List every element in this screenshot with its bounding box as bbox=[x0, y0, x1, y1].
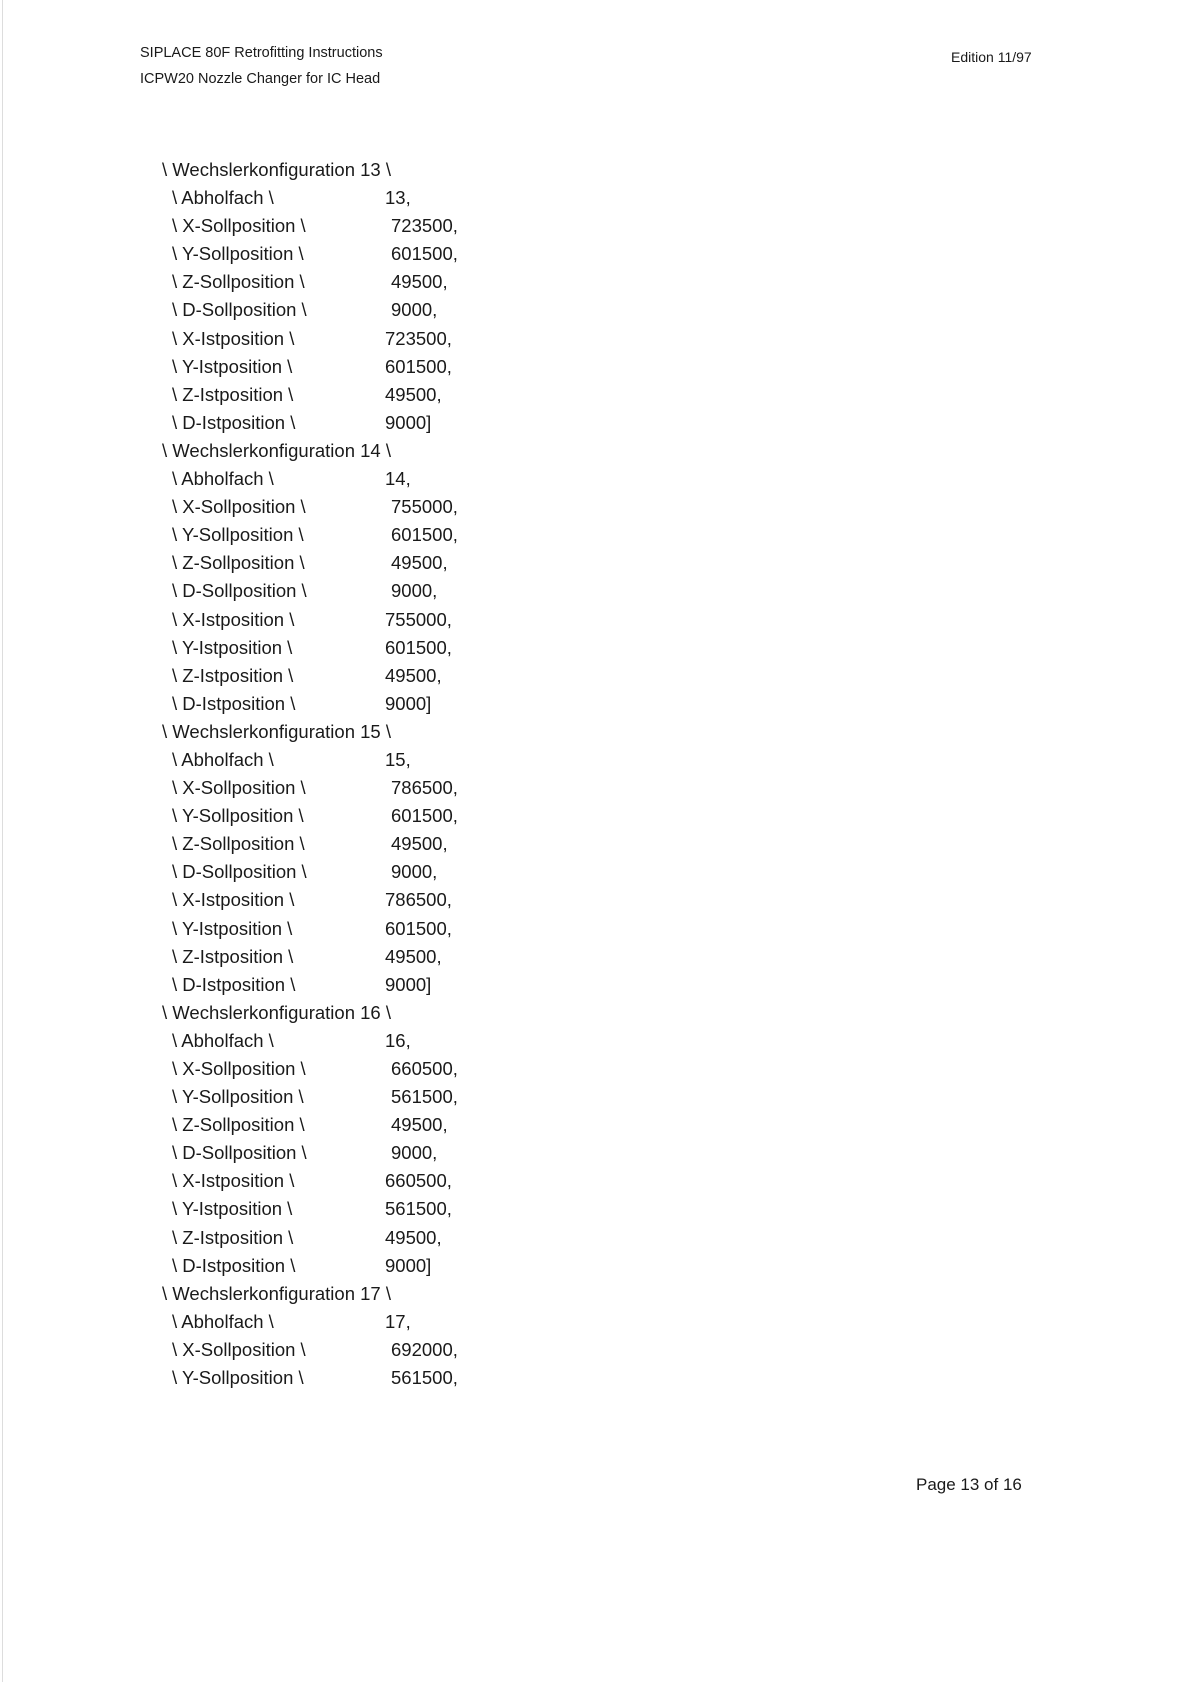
entry-value: 723500, bbox=[391, 215, 458, 237]
entry-value: 9000, bbox=[391, 299, 438, 321]
entry-value: 17, bbox=[385, 1310, 411, 1332]
entry-value: 561500, bbox=[385, 1198, 452, 1220]
entry-value: 49500, bbox=[391, 833, 448, 855]
config-title: \ Wechslerkonfiguration 15 \ bbox=[162, 720, 391, 742]
entry-label: \ Abholfach \ bbox=[172, 187, 274, 209]
entry-label: \ X-Sollposition \ bbox=[172, 1058, 306, 1079]
config-entry bbox=[0, 1083, 700, 1111]
entry-label: \ Z-Sollposition \ bbox=[172, 1114, 305, 1136]
entry-label: \ Z-Sollposition \ bbox=[172, 271, 305, 293]
entry-label: \ D-Istposition \ bbox=[172, 411, 296, 433]
config-entry bbox=[0, 746, 700, 774]
entry-value: 660500, bbox=[385, 1170, 452, 1192]
config-entry bbox=[0, 915, 700, 943]
entry-label: \ Y-Sollposition \ bbox=[172, 243, 304, 265]
config-entry bbox=[0, 830, 700, 858]
config-entry bbox=[0, 662, 700, 690]
config-title: \ Wechslerkonfiguration 14 \ bbox=[162, 439, 391, 461]
config-entry bbox=[0, 1195, 700, 1223]
config-entry bbox=[0, 1224, 700, 1252]
entry-value: 9000] bbox=[385, 692, 432, 714]
config-entry bbox=[0, 774, 700, 802]
config-entry bbox=[0, 1308, 700, 1336]
entry-label: \ Z-Istposition \ bbox=[172, 664, 294, 686]
entry-value: 601500, bbox=[385, 917, 452, 939]
entry-label: \ X-Sollposition \ bbox=[172, 777, 306, 799]
entry-label: \ Z-Istposition \ bbox=[172, 945, 294, 967]
entry-label: \ Y-Sollposition \ bbox=[172, 1367, 304, 1389]
document-title: SIPLACE 80F Retrofitting Instructions bbox=[140, 45, 383, 61]
config-entry bbox=[0, 409, 700, 437]
config-entry bbox=[0, 212, 700, 240]
config-entry bbox=[0, 184, 700, 212]
config-entry bbox=[0, 858, 700, 886]
config-entry bbox=[0, 493, 700, 521]
config-entry bbox=[0, 1364, 700, 1392]
entry-label: \ Z-Istposition \ bbox=[172, 1226, 294, 1248]
entry-value: 601500, bbox=[391, 524, 458, 546]
entry-value: 49500, bbox=[385, 664, 442, 686]
entry-label: \ Abholfach \ bbox=[172, 748, 274, 770]
config-list bbox=[0, 156, 700, 1392]
entry-label: \ Y-Istposition \ bbox=[172, 917, 293, 939]
entry-label: \ Y-Istposition \ bbox=[172, 636, 293, 658]
config-entry bbox=[0, 521, 700, 549]
entry-label: \ Z-Sollposition \ bbox=[172, 833, 305, 855]
entry-label: \ D-Istposition \ bbox=[172, 973, 296, 995]
config-entry bbox=[0, 606, 700, 634]
config-title: \ Wechslerkonfiguration 17 \ bbox=[162, 1282, 391, 1304]
entry-value: 15, bbox=[385, 748, 411, 770]
entry-value: 9000] bbox=[385, 411, 432, 433]
entry-label: \ Y-Istposition \ bbox=[172, 355, 293, 377]
config-entry bbox=[0, 1027, 700, 1055]
entry-label: \ D-Sollposition \ bbox=[172, 861, 307, 883]
config-entry bbox=[0, 296, 700, 324]
entry-label: \ D-Sollposition \ bbox=[172, 1142, 307, 1164]
entry-label: \ Y-Sollposition \ bbox=[172, 805, 304, 827]
entry-label: \ X-Istposition \ bbox=[172, 608, 295, 630]
entry-value: 14, bbox=[385, 468, 411, 490]
entry-value: 601500, bbox=[391, 805, 458, 827]
config-entry bbox=[0, 971, 700, 999]
config-header bbox=[0, 718, 700, 746]
entry-label: \ X-Sollposition \ bbox=[172, 1338, 306, 1360]
entry-value: 660500, bbox=[391, 1058, 458, 1079]
entry-value: 9000, bbox=[391, 580, 438, 602]
entry-value: 9000] bbox=[385, 973, 432, 995]
entry-value: 16, bbox=[385, 1029, 411, 1051]
config-entry bbox=[0, 549, 700, 577]
page-number: Page 13 of 16 bbox=[916, 1475, 1022, 1494]
entry-value: 723500, bbox=[385, 327, 452, 349]
entry-value: 601500, bbox=[385, 355, 452, 377]
entry-value: 49500, bbox=[385, 945, 442, 967]
config-entry bbox=[0, 1167, 700, 1195]
entry-value: 9000, bbox=[391, 861, 438, 883]
entry-label: \ D-Sollposition \ bbox=[172, 580, 307, 602]
entry-value: 692000, bbox=[391, 1338, 458, 1360]
entry-label: \ Z-Istposition \ bbox=[172, 383, 294, 405]
entry-label: \ D-Sollposition \ bbox=[172, 299, 307, 321]
entry-label: \ Y-Sollposition \ bbox=[172, 1086, 304, 1108]
config-title: \ Wechslerkonfiguration 16 \ bbox=[162, 1001, 391, 1023]
config-entry bbox=[0, 886, 700, 914]
entry-label: \ Y-Sollposition \ bbox=[172, 524, 304, 546]
entry-value: 49500, bbox=[385, 1226, 442, 1248]
entry-label: \ X-Sollposition \ bbox=[172, 496, 306, 518]
entry-label: \ X-Istposition \ bbox=[172, 327, 295, 349]
entry-value: 49500, bbox=[391, 1114, 448, 1136]
entry-value: 786500, bbox=[385, 889, 452, 911]
config-header bbox=[0, 437, 700, 465]
config-entry bbox=[0, 1111, 700, 1139]
entry-label: \ X-Istposition \ bbox=[172, 1170, 295, 1192]
config-entry bbox=[0, 353, 700, 381]
config-entry bbox=[0, 381, 700, 409]
edition-label: Edition 11/97 bbox=[951, 49, 1032, 65]
config-entry bbox=[0, 268, 700, 296]
config-header bbox=[0, 156, 700, 184]
config-title: \ Wechslerkonfiguration 13 \ bbox=[162, 159, 391, 180]
entry-label: \ Y-Istposition \ bbox=[172, 1198, 293, 1220]
entry-value: 49500, bbox=[391, 271, 448, 293]
config-entry bbox=[0, 1336, 700, 1364]
document-subtitle: ICPW20 Nozzle Changer for IC Head bbox=[140, 71, 381, 87]
entry-label: \ Abholfach \ bbox=[172, 1310, 274, 1332]
entry-value: 49500, bbox=[391, 552, 448, 574]
config-entry bbox=[0, 943, 700, 971]
config-entry bbox=[0, 1139, 700, 1167]
config-header bbox=[0, 999, 700, 1027]
config-entry bbox=[0, 802, 700, 830]
config-entry bbox=[0, 240, 700, 268]
entry-value: 601500, bbox=[385, 636, 452, 658]
entry-value: 755000, bbox=[385, 608, 452, 630]
entry-value: 561500, bbox=[391, 1367, 458, 1389]
entry-value: 755000, bbox=[391, 496, 458, 518]
entry-label: \ X-Istposition \ bbox=[172, 889, 295, 911]
entry-label: \ Abholfach \ bbox=[172, 468, 274, 490]
config-entry bbox=[0, 465, 700, 493]
entry-label: \ Abholfach \ bbox=[172, 1029, 274, 1051]
config-entry bbox=[0, 1252, 700, 1280]
entry-label: \ D-Istposition \ bbox=[172, 1254, 296, 1276]
config-header bbox=[0, 1280, 700, 1308]
config-entry bbox=[0, 634, 700, 662]
entry-value: 49500, bbox=[385, 383, 442, 405]
entry-value: 786500, bbox=[391, 777, 458, 799]
config-entry bbox=[0, 690, 700, 718]
entry-value: 9000, bbox=[391, 1142, 438, 1164]
entry-label: \ Z-Sollposition \ bbox=[172, 552, 305, 574]
config-entry bbox=[0, 325, 700, 353]
entry-label: \ X-Sollposition \ bbox=[172, 215, 306, 237]
config-entry bbox=[0, 577, 700, 605]
entry-label: \ D-Istposition \ bbox=[172, 692, 296, 714]
entry-value: 561500, bbox=[391, 1086, 458, 1108]
entry-value: 601500, bbox=[391, 243, 458, 265]
entry-value: 13, bbox=[385, 187, 411, 209]
entry-value: 9000] bbox=[385, 1254, 432, 1276]
config-entry bbox=[0, 1055, 700, 1083]
